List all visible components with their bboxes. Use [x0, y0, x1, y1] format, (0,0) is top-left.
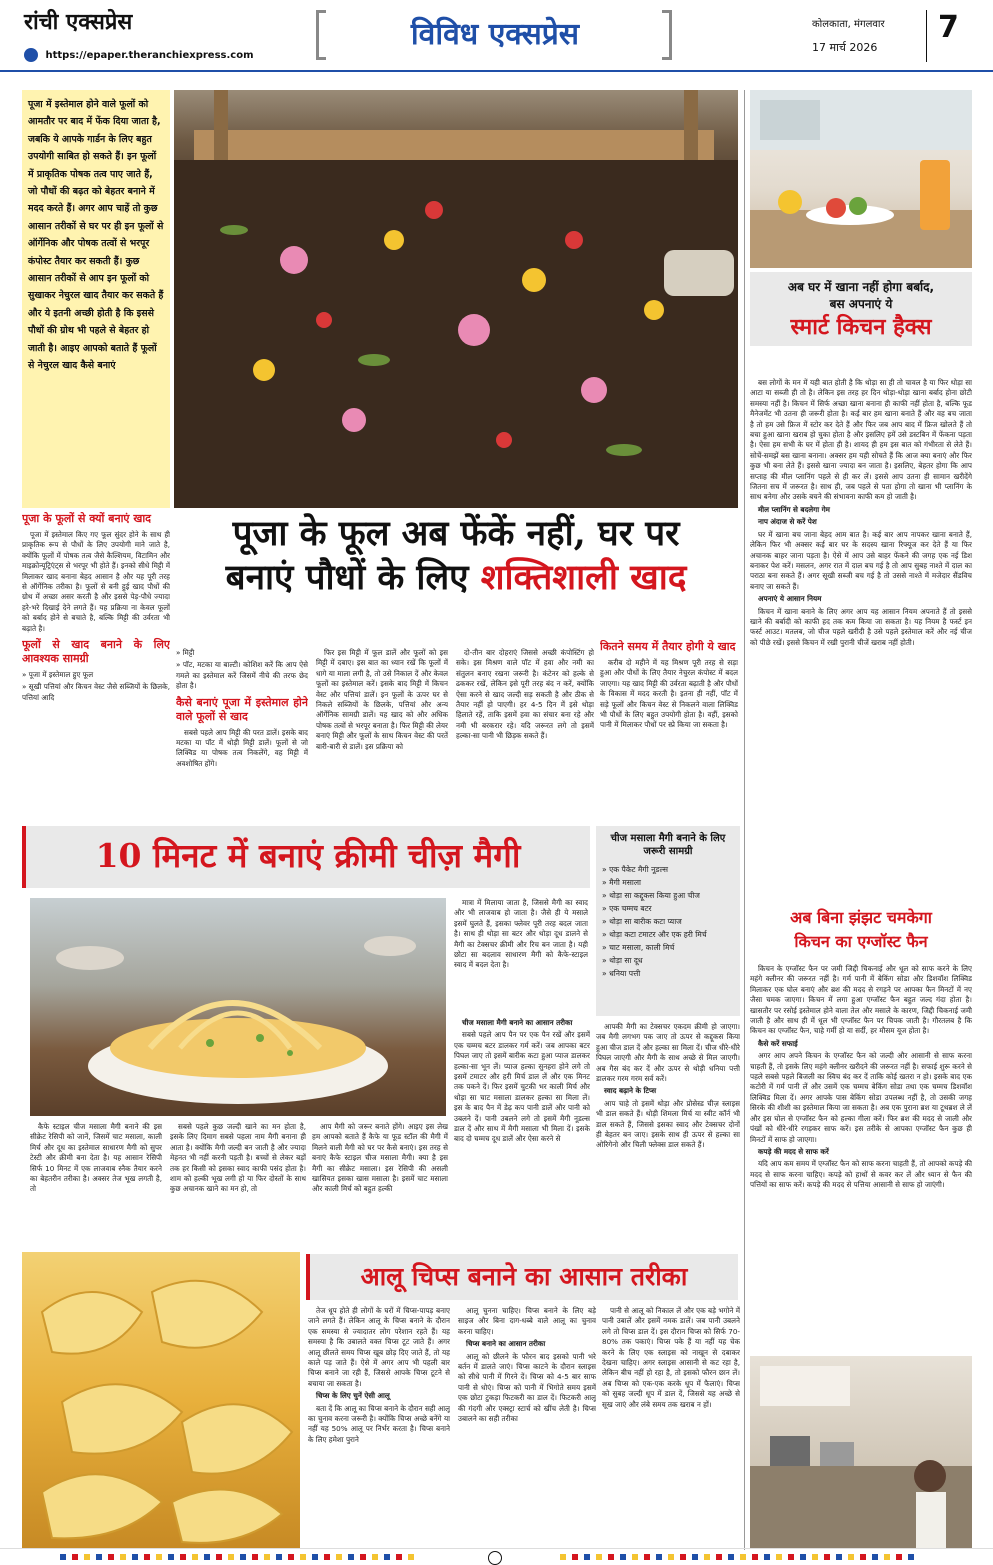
ingredient-item: » थोड़ा कटा टमाटर और एक हरी मिर्च — [602, 929, 734, 940]
time-heading: कितने समय में तैयार होगी ये खाद — [600, 640, 736, 653]
maggi-tips-heading: स्वाद बढ़ाने के टिप्स — [604, 1086, 657, 1096]
maggi-ingredients-box — [596, 826, 740, 1016]
ingredient-item: » एक चम्मच बटर — [602, 903, 734, 914]
chips-headline: आलू चिप्स बनाने का आसान तरीका — [306, 1254, 738, 1300]
maggi-headline: 10 मिनट में बनाएं क्रीमी चीज़ मैगी — [22, 826, 590, 888]
compost-photo — [174, 90, 738, 508]
fan-cloth-heading: कपड़े की मदद से साफ करें — [758, 1146, 829, 1156]
ingredient-item: » मैगी मसाला — [602, 877, 734, 888]
maggi-column-1: कैफे स्टाइल चीज मसाला मैगी बनाने की इस सीक्रेट रेसिपी को जानें, जिसमें चाट मसाला, काली मिर्च और दूध का इस्तेमाल साधारण मैगी को सुपर टेस्टी और क्रीमी बना देता है। यह आसान रेसिपी सिर्फ 10 मिनट में एक लाजवाब स्नैक तैयार करने का बेहतरीन तरीका है। अक्सर तेज भूख लगती है, तो — [30, 1122, 162, 1194]
section-bracket-left — [316, 10, 326, 60]
color-bar-right — [560, 1554, 920, 1560]
epaper-url[interactable]: https://epaper.theranchiexpress.com — [24, 48, 254, 62]
compost-column-2 — [176, 648, 308, 818]
compost-headline-line1: पूजा के फूल अब फेंकें नहीं, घर पर — [232, 513, 680, 554]
ingredient-item: » थोड़ा सा बारीक कटा प्याज — [602, 916, 734, 927]
maggi-bowl-illustration — [30, 898, 446, 1116]
kitchen-headline: स्मार्ट किचन हैक्स — [790, 314, 932, 340]
compost-headline — [174, 512, 738, 600]
ingredient-item: » धनिया पत्ती — [602, 968, 734, 979]
kitchen-kicker-1: अब घर में खाना नहीं होगा बर्बाद, — [787, 280, 935, 294]
method-heading: चीज मसाला मैगी बनाने का आसान तरीका — [462, 1018, 573, 1027]
time-text: करीब दो महीने में यह मिश्रण पूरी तरह से सड़ा हुआ और पौधों के लिए तैयार नेचुरल कंपोस्ट में बदल जाएगा। यह खाद मिट्टी की उर्वरता बढ़ाती है और पौधों के विकास में मदद करती है। इतना ही नहीं, पॉट में सड़े फूलों और किचन वेस्ट से निकलने वाला लिक्विड भी पौधों के लिए बहुत उपयोगी होता है। वहीं, इसको पानी में मिलाकर पौधों पर स्प्रे किया जा सकता है। — [600, 658, 738, 730]
materials-item: » मिट्टी — [176, 648, 308, 658]
section-title: विविध एक्सप्रेस — [410, 17, 580, 52]
issue-date: 17 मार्च 2026 — [812, 41, 878, 54]
maggi-column-5: चीज मसाला मैगी बनाने का आसान तरीका सबसे पहले आप पैन पर एक पैन रखें और इसमें एक चम्मच बटर डालकर गर्म करें। जब आपका बटर पिघल जाए तो इसमें बारीक कटा हुआ प्याज डालकर हल्का-सा भून लें। प्याज हल्का सुनहरा होने लगे तो इसमें टमाटर और हरी मिर्च डाल लें और एक मिनट तक पकने दें। फिर इसमें चुटकी भर काली मिर्च और थोड़ा सा चाट मसाला डालकर हल्का सा मिला लें। इस के बाद पैन में डेढ़ कप पानी डालें और पानी को उबलने दें। पानी उबलने लगे तो इसमें मैगी नूडल्स डाल दें और साथ में मैगी मसाला भी मिला दें। इसके बाद दो चम्मच दूध डालें और ऐसा करने से — [454, 1018, 590, 1144]
section-bracket-right — [662, 10, 672, 60]
ingredient-item: » चाट मसाला, काली मिर्च — [602, 942, 734, 953]
link-icon — [24, 48, 38, 62]
fan-headline — [750, 906, 972, 954]
maggi-photo — [30, 898, 446, 1116]
registration-target-icon — [488, 1551, 502, 1565]
ingredient-item: » थोड़ा सा कद्दूकस किया हुआ चीज — [602, 890, 734, 901]
compost-column-5 — [600, 640, 738, 820]
compost-bin-illustration — [174, 90, 738, 508]
fan-how-heading: कैसे करें सफाई — [758, 1038, 798, 1048]
how-heading: कैसे बनाएं पूजा में इस्तेमाल होने वाले फूलों से खाद — [176, 695, 308, 723]
compost-headline-highlight: शक्तिशाली खाद — [480, 557, 687, 598]
estimate-heading: नाप अंदाज से करें पेश — [758, 517, 817, 527]
masthead — [0, 0, 993, 72]
ingredients-heading: चीज मसाला मैगी बनाने के लिए जरूरी सामग्री — [610, 833, 726, 857]
paper-logo: रांची एक्सप्रेस — [24, 9, 133, 35]
fan-headline-line1: अब बिना झंझट चमकेगा — [790, 908, 932, 927]
footer-registration — [0, 1548, 993, 1565]
compost-headline-line2: बनाएं पौधों के लिए — [225, 557, 469, 598]
ingredient-item: » एक पैकेट मैगी नूडल्स — [602, 864, 734, 875]
kitchen-photo — [750, 90, 972, 268]
chips-method-heading: चिप्स बनाने का आसान तरीका — [466, 1339, 546, 1349]
compost-column-3: फिर इस मिट्टी में फूल डालें और फूलों को इस मिट्टी में दबाए। इस बात का ध्यान रखें कि फूलों में धागे या माला लगी है, तो उसे निकाल दें और केवल फूलों का इस्तेमाल करें। इसके बाद मिट्टी में किचन वेस्ट और पत्तियां डालें। इन फूलों के ऊपर घर से निकले सब्जियों के छिलके, पत्तियां और अन्य ऑर्गेनिक सामग्री डालें। यह खाद को और अधिक पोषक तत्वों से भरपूर बनाता है। फिर मिट्टी की लेयर बनाएं मिट्टी और फूलों के साथ किचन वेस्ट की परतें बारी-बारी से डालें। इस प्रक्रिया को — [316, 648, 448, 751]
maggi-column-3: आप मैगी को जरूर बनाते होंगे। आइए इस लेख हम आपको बताते हैं कैफे या फूड स्टॉल की मैगी में मिलने वाली मैगी को घर पर कैसे बनाएं। इस तरह से बनाएं कैफे स्टाइल चीज मसाला मैगी। क्या है इस मैगी का सीक्रेट मसाला। इस रेसिपी की असली खासियत इसका खास मसाला है। इसमें चाट मसाला और काली मिर्च को बहुत हल्की — [312, 1122, 448, 1194]
materials-item: » सूखी पत्तियां और किचन वेस्ट जैसे सब्जियों के छिलके, पत्तियां आदि — [22, 682, 170, 703]
page-number: 7 — [938, 10, 959, 45]
materials-list — [22, 670, 170, 703]
maggi-column-6: आपकी मैगी का टेक्सचर एकदम क्रीमी हो जाएगा। जब मैगी लगभग पक जाए तो ऊपर से कद्दूकस किया हुआ चीज डाल दें और हल्का सा मिला दें। चीज धीरे-धीरे पिघल जाएगी और मैगी के साथ अच्छे से मिल जाएगी। अब गैस बंद कर दें और ऊपर से थोड़ी धनिया पत्ती डालकर गरम गरम सर्व करें। स्वाद बढ़ाने के टिप्स आप चाहे तो इसमें थोड़ा और प्रोसेस्ड चीज़ स्लाइस भी डाल सकते हैं। थोड़ी शिमला मिर्च या स्वीट कॉर्न भी डाल सकते हैं, जिससे इसका स्वाद और टेक्सचर दोनों ही बेहतर बन जाए। इसके साथ ही ऊपर से हल्का सा ओरिगेनो और चिली फ्लेक्स डाल सकते हैं। — [596, 1022, 740, 1150]
fan-kitchen-illustration — [750, 1356, 972, 1548]
city-day: कोलकाता, मंगलवार — [812, 19, 885, 30]
chips-column-1: तेज धूप होते ही लोगों के घरों में चिप्स-पापड़ बनाए जाने लगते हैं। लेकिन आलू के चिप्स बनाने के दौरान एक समस्या से ज्यादातर लोग परेशान रहते हैं। यह समस्या है कि उबालते वक्त चिप्स टूट जाते हैं। अगर आलू छीलते समय चिप्स खूब छोड़ दिए जाते हैं, तो यह काले पड़ जाते हैं। ऐसे में अगर आप भी पहली बार चिप्स बनाने जा रही हैं, जिससे आपके चिप्स टूटने से बचाया जा सकता है। चिप्स के लिए चुनें ऐसी आलू बता दें कि आलू का चिप्स बनाने के दौरान सही आलू का चुनाव करना जरूरी है। क्योंकि चिप्स अच्छे बनेंगे या नहीं यह 50% आलू पर निर्भर करता है। चिप्स बनाने के लिए हमेशा पुराने — [308, 1306, 450, 1444]
ingredient-item: » थोड़ा सा दूध — [602, 955, 734, 966]
kitchen-heading — [750, 272, 972, 346]
why-text: पूजा में इस्तेमाल किए गए फूल सुंदर होने के साथ ही प्राकृतिक रूप से पौधों के लिए उपयोगी माने जाते है, क्योंकि फूलों में पोषक तत्व जैसे कैल्शियम, विटामिन और माइक्रोन्यूट्रिएंट्स से भरपूर भी होते हैं। इनको सीधे मिट्टी में मिलाकर खाद बनाना बेहद आसान है और यह पूरी तरह से ऑर्गेनिक तरीका है। फूलों से बनी हुई खाद पौधों की ग्रोथ में अच्छा असर करती है और इससे पेड़-पौधे ज्यादा हरे-भरे दिखाई देने लगते हैं। यह प्रक्रिया ना केवल फूलों को बर्बाद होने से बचाते है, बल्कि मिट्टी की उर्वरता भी बढ़ाते है। — [22, 530, 170, 633]
chips-photo — [22, 1252, 300, 1548]
color-bar-left — [60, 1554, 420, 1560]
materials-heading: फूलों से खाद बनाने के लिए आवश्यक सामग्री — [22, 638, 170, 666]
compost-column-4: दो-तीन बार दोहराएं जिससे अच्छी कंपोस्टिंग हो सके। इस मिश्रण वाले पॉट में हवा और नमी का संतुलन बनाए रखना जरूरी है। कंटेनर को हल्के से ढककर रखें, लेकिन इसे पूरी तरह बंद न करें, क्योंकि ऐसा करने से खाद जल्दी सड़ सकती है और ठीक से तैयार नहीं हो पाएगी। हर 4-5 दिन में इसे थोड़ा हिलाते रहें, ताकि इसमें हवा का संचार बना रहे और नमी भी बरकरार रहे। यदि जरूरत लगे तो इसमें हल्का-सा पानी भी छिड़क सकते हैं। — [456, 648, 594, 741]
fan-body: किचन के एग्जॉस्ट फैन पर जमी जिद्दी चिकनाई और धूल को साफ करने के लिए महंगे क्लीनर की जरूरत नहीं है। गर्म पानी में बेकिंग सोडा और डिशवॉश लिक्विड मिलाकर एक घोल बनाएं और ब्रश की मदद से रगड़ने पर आपका फैन मिनटों में नए जैसा चमक जाएगा। किचन में लगा हुआ एग्जॉस्ट फैन बहुत जल्द गंदा होता है। खासतौर पर रसोई इस्तेमाल होने वाला तेल और मसाले के कारण, जिद्दी चिकनाई जमी जाती है और साथ ही में धूल भी एग्जॉस्ट फैन पर चिपक जाती है। गौरतलब है कि किचन का एग्जॉस्ट फैन, चाहे गर्मी हो या सर्दी, हर मौसम यूज होता है। कैसे करें सफाई अगर आप अपने किचन के एग्जॉस्ट फैन को जल्दी और आसानी से साफ करना चाहती हैं, तो इसके लिए महंगे क्लीनर खरीदने की जरूरत नहीं है। सफाई शुरू करने से पहले सबसे पहले बिजली का स्विच बंद कर दें ताकि कोई खतरा न हो। इसके बाद एक कटोरी में गर्म पानी लें और उसमें एक चम्मच बेकिंग सोडा तथा एक चम्मच डिशवॉश लिक्विड मिला दें। अगर आपके पास बेकिंग सोडा उपलब्ध नहीं है, तो उसकी जगह सिरके की शीशी का इस्तेमाल किया जा सकता है। अब एक पुराना ब्रश या टूथब्रश ले लें और इस घोल से एग्जॉस्ट फैन को हल्का गीला करें। फिर ब्रश की मदद से जाली और पंखों को धीरे-धीरे रगड़कर साफ करें। इस तरीके से आपका एग्जॉस्ट फैन कुछ ही मिनटों में साफ हो जाएगा। कपड़े की मदद से साफ करें यदि आप कम समय में एग्जॉस्ट फैन को साफ करना चाहती हैं, तो आपको कपड़े की मदद से साफ करना चाहिए। कपड़े को हाथों से कवर कर लें और ध्यान से फैन की पत्तियों का साफ करें। कपड़े की मदद से पत्तिया आसानी से साफ हो जाएंगी। — [750, 964, 972, 1190]
meal-heading: मील प्लानिंग से बदलेगा गेम — [758, 504, 830, 514]
materials-item: » पूजा में इस्तेमाल हुए फूल — [22, 670, 170, 680]
why-heading: पूजा के फूलों से क्यों बनाएं खाद — [22, 512, 152, 525]
how-text: सबसे पहले आप मिट्टी की परत डालें। इसके बाद मटका या पॉट में थोड़ी मिट्टी डालें। फूलों से जो लिक्विड या पोषक तत्व निकलेंगे, वह मिट्टी में अवशोषित होंगे। — [176, 727, 308, 768]
chips-column-2: आलू चुनना चाहिए। चिप्स बनाने के लिए बड़े साइज और बिना दाग-धब्बे वाले आलू का चुनाव करना चाहिए। चिप्स बनाने का आसान तरीका आलू को छीलने के फौरन बाद इसको पानी भरे बर्तन में डालते जाएं। चिप्स काटने के दौरान स्लाइस को सीधे पानी में गिरने दें। चिप्स को 4-5 बार साफ पानी से धोएं। चिप्स को पानी में भिगोते समय इसमें एक छोटा टुकड़ा फिटकरी का डाल दें। फिटकरी आलू की गंदगी और एक्स्ट्रा स्टार्च को खींच लेती है। चिप्स उबालने का सही तरीका — [458, 1306, 596, 1424]
ingredients-list — [602, 864, 734, 979]
kitchen-body: बस लोगों के मन में यही बात होती है कि थोड़ा सा ही तो चावल है या फिर थोड़ा सा आटा या सब्जी ही तो है। लेकिन इस तरह हर दिन थोड़ा-थोड़ा खाना बर्बाद होना छोटी समस्या नहीं है। किचन में सिर्फ अच्छा खाना बनाना ही काफी नहीं होता है, बल्कि फूड मैनेजमेंट भी उतना ही जरूरी होता है। कई बार हम खाना बनाते हैं और वह बच जाता है तो हम उसे फ्रिज में स्टोर कर देते हैं और फिर जब आप बाद में फ्रिज खोलते हैं तो बचा हुआ खाना खराब हो चुका होता है और इसलिए हमें उसे डस्टबिन में फेंकना पड़ता है। ऐसा हम सभी के घर में होता ही है। शायद ही हम इस बात को गंभीरता से लेते हैं। सोचें-समझें बस खाना बनाना। अक्सर हम यही सोचते हैं कि आज क्या बनाएं और फिर कुछ भी बना लेते हैं। इससे खाना ज्यादा बन जाता है। इसलिए, बेहतर होगा कि आप सप्ताह की मील प्लानिंग पहले से ही कर लें। इससे आप उतना ही सामान खरीदेंगे जितना सच में जरूरत है। साथ ही, जब पहले से पता होगा तो खाना भी प्लानिंग के साथ बनेगा और उसके बचने की संभावना काफी कम हो जाती है। मील प्लानिंग से बदलेगा गेम नाप अंदाज से करें पेश घर में खाना बच जाना बेहद आम बात है। कई बार आप नापकर खाना बनाते हैं, लेकिन फिर भी अक्सर कई बार घर के सदस्य खाना रिफ्यूज कर देते हैं या फिर अचानक बाहर जाना पड़ता है। ऐसे में आप उसे बाहर फेंकने की जगह एक नई डिश बनाकर पेश करें। मसलन, अगर रात में दाल बच गई है तो आप सुबह नाश्ते में दाल का पराठा बना सकते हैं। अगर सूखी सब्जी बच गई है तो उससे नाश्ते में मजेदार सैंडविच बनाए जा सकते हैं। अपनाएं ये आसान नियम किचन में खाना बनाने के लिए अगर आप यह आसान नियम अपनाते हैं तो इससे खाने की बर्बादी को काफी हद तक कम किया जा सकता है। यह नियम है फर्स्ट इन फर्स्ट आउट। मतलब, जो चीज पहले खरीदी है उसे पहले इस्तेमाल करें और नई चीज को पीछे रखें। इससे किचन में रखी पुरानी चीजें खराब नहीं होती। — [750, 378, 972, 647]
fan-photo — [750, 1356, 972, 1548]
kitchen-kicker-2: बस अपनाएं ये — [829, 297, 893, 311]
fan-headline-line2: किचन का एग्जॉस्ट फैन — [794, 932, 928, 951]
compost-intro: पूजा में इस्तेमाल होने वाले फूलों को आमतौर पर बाद में फेंक दिया जाता है, जबकि ये आपके गार्डन के लिए बहुत उपयोगी साबित हो सकते हैं। इन फूलों में प्राकृतिक पोषक तत्व पाए जाते हैं, जो पौधों की बढ़त को बेहतर बनाने में मदद करते हैं। अगर आप चाहें तो कुछ आसान तरीकों से घर पर ही इन फूलों से ऑर्गेनिक और पोषक तत्वों से भरपूर कंपोस्ट तैयार कर सकती हैं। कुछ आसान तरीकों से आप इन फूलों को सुखाकर नेचुरल खाद तैयार कर सकते हैं और ये इतनी अच्छी होती है कि इससे पौधों की ग्रोथ भी पहले से बेहतर हो जाती है। आइए आपको बताते हैं फूलों से नेचुरल खाद कैसे बनाएं — [22, 90, 170, 508]
materials-item: » पॉट, मटका या बाल्टी। कोशिश करें कि आप ऐसे गमले का इस्तेमाल करें जिसमें नीचे की तरफ छेद होता है। — [176, 660, 308, 691]
compost-column-1 — [22, 512, 170, 816]
tips-heading: अपनाएं ये आसान नियम — [758, 594, 822, 604]
chips-column-3: पानी से आलू को निकाल लें और एक बड़े भगोने में पानी उबालें और इसमें नमक डालें। जब पानी उबलने लगे तो चिप्स डाल दें। इस दौरान चिप्स को सिर्फ 70-80% तक पकाएं। चिप्स पके हैं या नहीं यह चेक करने के लिए एक स्लाइस को नाखून से दबाकर देखना चाहिए। अगर स्लाइस आसानी से कट रहा है, लेकिन बीच नहीं हो रहा है, तो इसको फौरन छान लें। अब चिप्स को एक-एक करके धूप में फैलाएं। चिप्स को सुबह जल्दी धूप में डाल दें, जिससे यह अच्छे से सूख जाएं और लंबे समय तक खराब न हों। — [602, 1306, 740, 1409]
maggi-column-4: मात्रा में मिलाया जाता है, जिससे मैगी का स्वाद और भी लाजवाब हो जाता है। जैसे ही ये मसाले इसमें घुलते हैं, इसका फ्लेवर पूरी तरह बदल जाता है। साथ ही थोड़ा सा बटर और थोड़ा दूध डालने से मैगी का टेक्सचर क्रीमी और रिच बन जाता है। यही छोटा सा बदलाव साधारण मैगी को कैफे-स्टाइल स्वाद में बदल देता है। — [454, 898, 588, 970]
maggi-column-2: सबसे पहले कुछ जल्दी खाने का मन होता है, इसके लिए दिमाग सबसे पहला नाम मैगी बनाना ही आता है। क्योंकि मैगी जल्दी बन जाती है और ज्यादा मेहनत भी नहीं करनी पड़ती है। बच्चों से लेकर बड़ों तक हर किसी को इसका स्वाद काफी पसंद होता है। शाम को हल्की भूख लगी हो या फिर दोस्तों के साथ कुछ अचानक खाने का मन हो, तो — [170, 1122, 306, 1194]
chips-tips-heading: चिप्स के लिए चुनें ऐसी आलू — [316, 1391, 390, 1401]
kitchen-illustration — [750, 90, 972, 268]
chips-illustration — [22, 1252, 300, 1548]
